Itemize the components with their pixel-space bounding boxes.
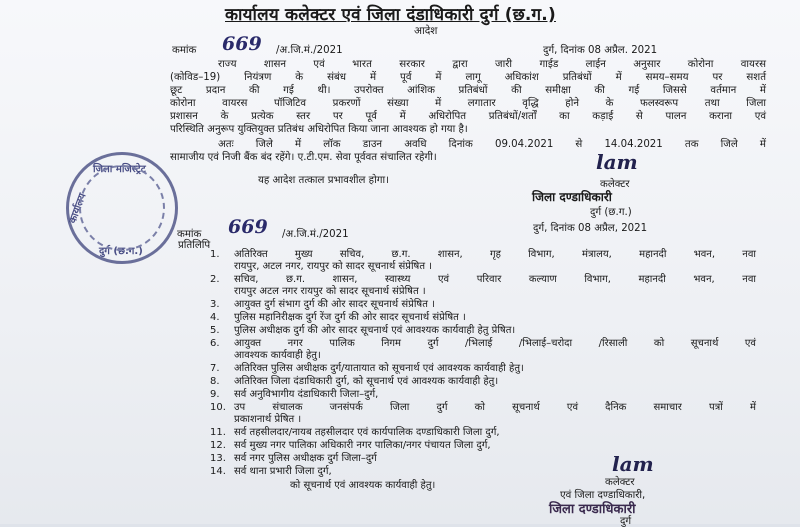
order-heading: आदेश <box>414 25 438 37</box>
list-item <box>210 466 756 478</box>
paragraph-line: सामाजीय एवं निजी बैंक बंद रहेंगे। ए.टी.एम. सेवा पूर्ववत संचालित रहेगी। <box>170 152 437 163</box>
item-text: प्रकाशनार्थ प्रेषित । <box>234 414 302 425</box>
paragraph-line: (कोविड–19) नियंत्रण के संबंध में पूर्व में लागू अधिकांश प्रतिबंधों में समय–समय पर सशर्त <box>170 72 766 83</box>
item-number: 3. <box>210 299 220 310</box>
item-number: 7. <box>210 363 220 374</box>
copy-ref-place-date: दुर्ग, दिनांक 08 अप्रैल, 2021 <box>533 223 648 234</box>
item-text: आयुक्त नगर पालिक निगम दुर्ग /भिलाई /भिलाई–चरोदा /रिसाली को सूचनार्थ एवं <box>234 338 756 349</box>
item-text: आयुक्त दुर्ग संभाग दुर्ग की ओर सादर सूचनार्थ संप्रेषित । <box>234 299 435 310</box>
office-seal-stamp <box>66 152 178 264</box>
order-paragraph <box>170 58 766 136</box>
item-text: सर्व अनुविभागीय दंडाधिकारी जिला–दुर्ग, <box>234 389 379 400</box>
closing-signature-mark: lam <box>612 452 654 476</box>
list-item <box>210 312 756 324</box>
item-number: 12. <box>210 440 226 451</box>
item-text: सर्व नगर पुलिस अधीक्षक दुर्ग जिला–दुर्ग <box>234 453 377 464</box>
seal-side-text: कार्यालय <box>67 191 89 226</box>
paragraph-line: अतः जिले में लॉक डाउन अवधि दिनांक 09.04.2021 से 14.04.2021 तक जिले में <box>218 139 766 150</box>
item-number: 13. <box>210 453 226 464</box>
item-text: सर्व तहसीलदार/नायब तहसीलदार एवं कार्यपालिक दण्डाधिकारी जिला दुर्ग, <box>234 427 500 438</box>
copy-list <box>210 249 756 492</box>
effect-statement: यह आदेश तत्काल प्रभावशील होगा। <box>258 175 389 186</box>
item-number: 14. <box>210 466 226 477</box>
list-item <box>210 249 756 273</box>
paragraph-line: प्रशासन के प्रत्येक स्तर पर पूर्व में अधिरोपित प्रतिबंधों/शर्तों का कड़ाई से पालन कराना एवं <box>170 111 766 122</box>
item-number: 8. <box>210 376 220 387</box>
copy-ref-prefix: कमांक <box>177 229 202 240</box>
closing-signature-name: जिला दण्डाधिकारी <box>549 502 636 517</box>
closing-signature-title: कलेक्टर <box>605 477 635 488</box>
list-item <box>210 427 756 439</box>
item-number: 4. <box>210 312 220 323</box>
list-item <box>210 325 756 337</box>
list-item <box>210 389 756 401</box>
paragraph-line: छूट प्रदान की गई थी। उपरोक्त आंशिक प्रतिबंधों की समीक्षा की गई जिससे वर्तमान में <box>170 85 766 96</box>
list-item <box>210 376 756 388</box>
paragraph-line: कोरोना वायरस पॉजिटिव प्रकरणों संख्या में लगातार वृद्धि होने के फलस्वरूप तथा जिला <box>170 98 766 109</box>
seal-top-text: जिला मजिस्ट्रेट <box>93 164 146 175</box>
item-text: अतिरिक्त जिला दंडाधिकारी दुर्ग, को सूचनार्थ एवं आवश्यक कार्यवाही हेतु। <box>234 376 499 387</box>
list-item <box>210 274 756 298</box>
closing-signature-place: दुर्ग <box>620 516 632 527</box>
copy-to-heading: प्रतिलिपि <box>178 240 211 251</box>
signature-title: कलेक्टर <box>600 179 630 190</box>
item-text: रायपुर अटल नगर रायपुर को सादर सूचनार्थ संप्रेषित । <box>234 286 426 297</box>
item-number: 9. <box>210 389 220 400</box>
copy-ref-number-handwritten: 669 <box>228 216 268 238</box>
ref-place-date: दुर्ग, दिनांक 08 अप्रैल. 2021 <box>543 45 658 56</box>
item-number: 2. <box>210 274 220 285</box>
list-item <box>210 338 756 362</box>
seal-bottom-text: दुर्ग (छ.ग.) <box>99 246 143 257</box>
item-number: 1. <box>210 249 220 260</box>
item-number: 11. <box>210 427 226 438</box>
signature-name: जिला दण्डाधिकारी <box>532 190 612 204</box>
ref-prefix: कमांक <box>172 45 197 56</box>
item-number: 6. <box>210 338 220 349</box>
item-text: पुलिस अधीक्षक दुर्ग की ओर सादर सूचनार्थ एवं आवश्यक कार्यवाही हेतु प्रेषित। <box>234 325 516 336</box>
item-text: सर्व थाना प्रभारी जिला दुर्ग, <box>234 466 332 477</box>
signature-mark: lam <box>596 150 638 174</box>
list-item <box>210 402 756 426</box>
item-text: अतिरिक्त मुख्य सचिव, छ.ग. शासन, गृह विभाग, मंत्रालय, महानदी भवन, नवा <box>234 249 756 260</box>
list-item <box>210 299 756 311</box>
paragraph-line: परिस्थिति अनुरूप युक्तियुक्त प्रतिबंध अधिरोपित किया जाना आवश्यक हो गया है। <box>170 124 468 135</box>
ref-number-handwritten: 669 <box>222 33 262 55</box>
item-number: 10. <box>210 402 226 413</box>
list-item <box>210 453 756 465</box>
paragraph-line: राज्य शासन एवं भारत सरकार द्वारा जारी गाईड लाईन अनुसार कोरोना वायरस <box>218 59 766 70</box>
closing-line: को सूचनार्थ एवं आवश्यक कार्यवाही हेतु। <box>290 480 436 491</box>
office-title: कार्यालय कलेक्टर एवं जिला दंडाधिकारी दुर्ग (छ.ग.) <box>225 5 556 25</box>
item-text: रायपुर, अटल नगर, रायपुर को सादर सूचनार्थ संप्रेषित । <box>234 261 432 272</box>
item-text: पुलिस महानिरीक्षक दुर्ग रेंज दुर्ग की ओर सादर सूचनार्थ संप्रेषित । <box>234 312 466 323</box>
item-number: 5. <box>210 325 220 336</box>
copy-ref-suffix: /अ.जि.मं./2021 <box>282 229 349 240</box>
item-text: सर्व मुख्य नगर पालिका अधिकारी नगर पालिका/नगर पंचायत जिला दुर्ग, <box>234 440 491 451</box>
list-item <box>210 363 756 375</box>
signature-place: दुर्ग (छ.ग.) <box>590 207 632 218</box>
item-text: सचिव, छ.ग. शासन, स्वास्थ्य एवं परिवार कल्याण विभाग, महानदी भवन, नवा <box>234 274 756 285</box>
item-text: अतिरिक्त पुलिस अधीक्षक दुर्ग/यातायात को सूचनार्थ एवं आवश्यक कार्यवाही हेतु। <box>234 363 524 374</box>
ref-suffix: /अ.जि.मं./2021 <box>276 45 343 56</box>
item-text: आवश्यक कार्यवाही हेतु। <box>234 350 321 361</box>
lockdown-paragraph <box>170 138 766 164</box>
closing-signature-designation: एवं जिला दण्डाधिकारी, <box>560 490 646 501</box>
item-text: उप संचालक जनसंपर्क जिला दुर्ग को सूचनार्थ एवं दैनिक समाचार पत्रों में <box>234 402 756 413</box>
list-item <box>210 440 756 452</box>
